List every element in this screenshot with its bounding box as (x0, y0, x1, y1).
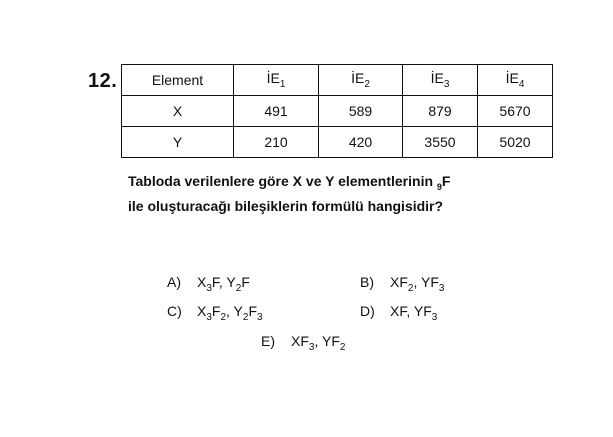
value-cell: 491 (234, 96, 319, 127)
ionization-energy-table (121, 64, 553, 158)
option-e[interactable]: E) $XF_3$, $YF_2$ (261, 333, 346, 353)
table-header-row (122, 65, 553, 96)
header-ie3: $İE_3$ (403, 65, 478, 96)
atomic-number: 9 (436, 181, 442, 192)
option-d[interactable]: D) XF, $YF_3$ (360, 303, 438, 323)
value-cell: 879 (403, 96, 478, 127)
option-a[interactable]: A) $X_3F$, $Y_2F$ (167, 274, 250, 294)
value-cell: 5020 (478, 127, 553, 158)
header-element: Element (122, 65, 234, 96)
element-cell: Y (122, 127, 234, 158)
option-b[interactable]: B) $XF_2$, $YF_3$ (360, 274, 445, 294)
question-text: Tabloda verilenlere göre X ve Y elementlerinin $_9$F ile oluşturacağı bileşiklerin formülü hangisidir? (128, 173, 451, 214)
value-cell: 420 (319, 127, 403, 158)
header-ie1: $İE_1$ (234, 65, 319, 96)
value-cell: 589 (319, 96, 403, 127)
value-cell: 210 (234, 127, 319, 158)
option-c[interactable]: C) $X_3F_2$, $Y_2F_3$ (167, 303, 263, 323)
question-number: 12. (88, 70, 118, 92)
value-cell: 5670 (478, 96, 553, 127)
element-cell: X (122, 96, 234, 127)
table-row (122, 96, 553, 127)
header-ie2: $İE_2$ (319, 65, 403, 96)
table-row (122, 127, 553, 158)
header-ie4: $İE_4$ (478, 65, 553, 96)
value-cell: 3550 (403, 127, 478, 158)
